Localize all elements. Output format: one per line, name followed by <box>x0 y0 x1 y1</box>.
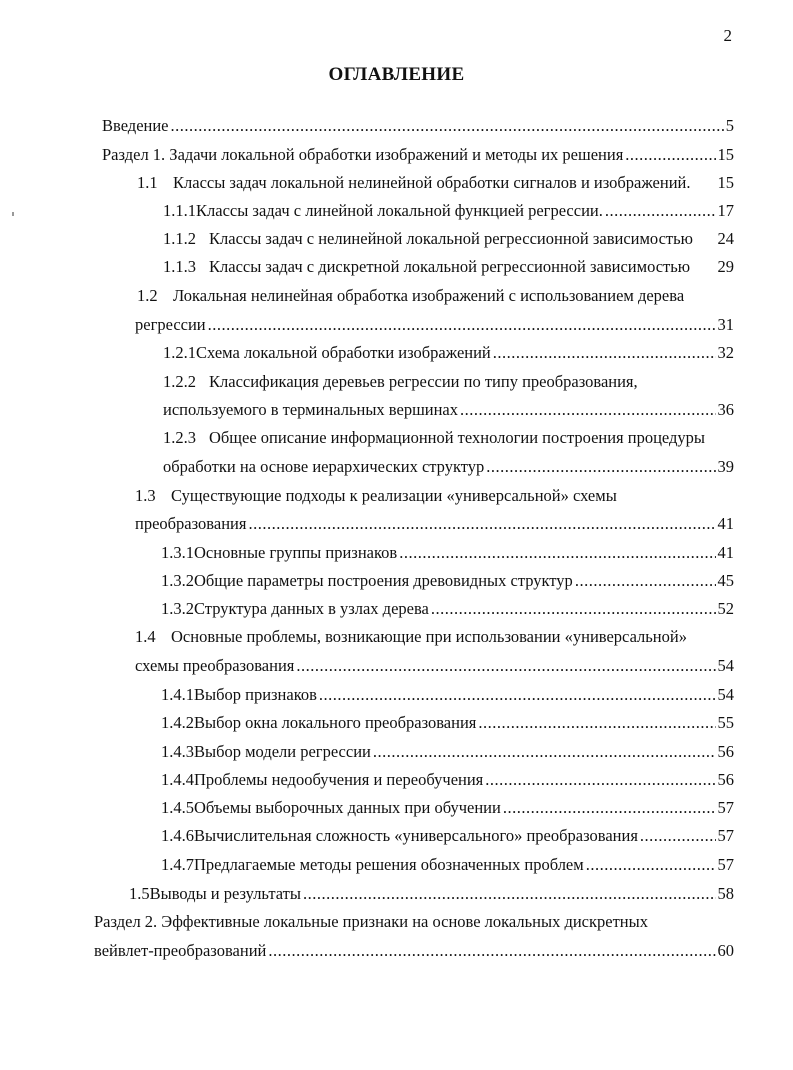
toc-entry-page: 60 <box>717 941 734 960</box>
toc-entry-1-2-cont[interactable] <box>135 314 734 336</box>
toc-entry-number: 1.1.2 <box>163 229 196 248</box>
dot-leader <box>303 883 716 905</box>
dot-leader <box>319 684 716 706</box>
toc-entry-page: 5 <box>725 116 734 135</box>
toc-entry-1-4-6[interactable] <box>161 825 734 847</box>
dot-leader <box>208 314 716 336</box>
toc-entry-text: Существующие подходы к реализации «универсальной» схемы <box>171 486 617 505</box>
dot-leader <box>171 115 724 137</box>
toc-entry-1-3-2[interactable] <box>161 570 734 592</box>
toc-entry-1-2-1[interactable] <box>163 342 734 364</box>
toc-entry-page: 57 <box>717 855 734 874</box>
toc-entry-page: 41 <box>717 543 734 562</box>
toc-entry-number: 1.2.3 <box>163 428 196 447</box>
toc-entry-page: 57 <box>717 826 734 845</box>
toc-entry-1-4-7[interactable] <box>161 854 734 876</box>
toc-entry-number: 1.2 <box>137 286 158 305</box>
toc-entry-text: Основные группы признаков <box>194 543 398 562</box>
dot-leader <box>485 769 715 791</box>
toc-entry-number: 1.4.7 <box>161 855 194 874</box>
toc-entry-1-4-1[interactable] <box>161 684 734 706</box>
toc-entry-1-4[interactable] <box>135 626 734 648</box>
toc-entry-page: 29 <box>717 257 734 276</box>
toc-entry-text: Классификация деревьев регрессии по типу преобразования, <box>209 372 638 391</box>
toc-entry-text: используемого в терминальных вершинах <box>163 400 459 419</box>
dot-leader <box>478 712 715 734</box>
toc-entry-page: 58 <box>717 884 734 903</box>
toc-entry-1-1-3[interactable] <box>163 256 734 278</box>
toc-entry-page: 15 <box>717 145 734 164</box>
page-title: ОГЛАВЛЕНИЕ <box>328 64 465 85</box>
toc-entry-text: Локальная нелинейная обработка изображений с использованием дерева <box>173 286 685 305</box>
toc-entry-text: Классы задач с нелинейной локальной регрессионной зависимостью <box>209 229 693 248</box>
dot-leader <box>493 342 716 364</box>
toc-entry-1-2-2-cont[interactable] <box>163 399 734 421</box>
toc-entry-introduction[interactable] <box>102 115 734 137</box>
dot-leader <box>586 854 716 876</box>
toc-entry-section-2[interactable] <box>94 911 734 933</box>
toc-entry-text: Структура данных в узлах дерева <box>194 599 429 618</box>
toc-entry-page: 52 <box>717 599 734 618</box>
toc-entry-text: Выводы и результаты <box>149 884 301 903</box>
toc-entry-1-3[interactable] <box>135 485 734 507</box>
toc-entry-1-2[interactable] <box>137 285 734 307</box>
toc-entry-number: 1.3.1 <box>161 543 194 562</box>
toc-entry-number: 1.4.4 <box>161 770 194 789</box>
toc-entry-1-2-3-cont[interactable] <box>163 456 734 478</box>
toc-entry-page: 24 <box>717 229 734 248</box>
dot-leader <box>248 513 715 535</box>
toc-entry-1-1-2[interactable] <box>163 228 734 250</box>
toc-entry-page: 32 <box>717 343 734 362</box>
page-number: 2 <box>723 26 732 45</box>
dot-leader <box>268 940 715 962</box>
dot-leader <box>486 456 715 478</box>
toc-entry-1-5[interactable] <box>129 883 734 905</box>
toc-entry-page: 57 <box>717 798 734 817</box>
toc-entry-number: 1.3.2 <box>161 571 194 590</box>
toc-entry-1-4-3[interactable] <box>161 741 734 763</box>
toc-entry-page: 41 <box>717 514 734 533</box>
dot-leader <box>625 144 715 166</box>
toc-entry-page: 15 <box>717 173 734 192</box>
toc-entry-text: Классы задач локальной нелинейной обработки сигналов и изображений. <box>173 173 691 192</box>
toc-entry-page: 56 <box>717 770 734 789</box>
toc-entry-1-4-2[interactable] <box>161 712 734 734</box>
toc-entry-1-4-5[interactable] <box>161 797 734 819</box>
toc-entry-1-2-3[interactable] <box>163 427 734 449</box>
toc-entry-text: обработки на основе иерархических структур <box>163 457 485 476</box>
toc-entry-section-2-cont[interactable] <box>94 940 734 962</box>
toc-entry-page: 45 <box>717 571 734 590</box>
toc-entry-text: регрессии <box>135 315 206 334</box>
toc-entry-text: Основные проблемы, возникающие при использовании «универсальной» <box>171 627 687 646</box>
toc-entry-1-1-1[interactable] <box>163 200 734 222</box>
toc-entry-number: 1.4.3 <box>161 742 194 761</box>
toc-entry-number: 1.2.1 <box>163 343 196 362</box>
toc-entry-page: 54 <box>717 656 734 675</box>
toc-entry-1-3-cont[interactable] <box>135 513 734 535</box>
toc-entry-number: 1.4.1 <box>161 685 194 704</box>
toc-entry-text: Выбор окна локального преобразования <box>194 713 477 732</box>
dot-leader <box>399 542 715 564</box>
toc-entry-text: Предлагаемые методы решения обозначенных проблем <box>194 855 584 874</box>
toc-entry-page: 31 <box>717 315 734 334</box>
toc-entry-text: преобразования <box>135 514 247 533</box>
toc-entry-1-1[interactable] <box>137 172 734 194</box>
toc-entry-1-3-2b[interactable] <box>161 598 734 620</box>
toc-entry-text: Раздел 1. Задачи локальной обработки изображений и методы их решения <box>102 145 624 164</box>
toc-entry-section-1[interactable] <box>102 144 734 166</box>
toc-entry-number: 1.2.2 <box>163 372 196 391</box>
toc-entry-page: 54 <box>717 685 734 704</box>
toc-entry-number: 1.4.2 <box>161 713 194 732</box>
dot-leader <box>605 200 716 222</box>
toc-entry-1-4-4[interactable] <box>161 769 734 791</box>
dot-leader <box>575 570 716 592</box>
toc-entry-text: Раздел 2. Эффективные локальные признаки на основе локальных дискретных <box>94 912 648 931</box>
toc-entry-text: Схема локальной обработки изображений <box>196 343 491 362</box>
toc-entry-text: Общее описание информационной технологии построения процедуры <box>209 428 706 447</box>
toc-entry-text: Общие параметры построения древовидных структур <box>194 571 573 590</box>
toc-entry-text: Вычислительная сложность «универсального» преобразования <box>194 826 638 845</box>
toc-entry-text: Классы задач с линейной локальной функцией регрессии. <box>196 201 603 220</box>
toc-entry-number: 1.4 <box>135 627 156 646</box>
toc-entry-1-2-2[interactable] <box>163 371 734 393</box>
dot-leader <box>431 598 716 620</box>
dot-leader <box>373 741 716 763</box>
toc-entry-number: 1.4.5 <box>161 798 194 817</box>
toc-entry-number: 1.3.2 <box>161 599 194 618</box>
toc-entry-text: Введение <box>102 116 169 135</box>
toc-entry-text: вейвлет-преобразований <box>94 941 267 960</box>
toc-entry-text: Выбор модели регрессии <box>194 742 371 761</box>
toc-entry-number: 1.3 <box>135 486 156 505</box>
toc-entry-text: Объемы выборочных данных при обучении <box>194 798 501 817</box>
toc-entry-page: 55 <box>717 713 734 732</box>
toc-entry-text: схемы преобразования <box>135 656 295 675</box>
toc-entry-page: 17 <box>717 201 734 220</box>
toc-entry-page: 39 <box>717 457 734 476</box>
dot-leader <box>296 655 715 677</box>
toc-entry-text: Классы задач с дискретной локальной регрессионной зависимостью <box>209 257 691 276</box>
toc-entry-page: 56 <box>717 742 734 761</box>
dot-leader <box>460 399 715 421</box>
toc-entry-number: 1.5 <box>129 884 150 903</box>
toc-entry-number: 1.1.3 <box>163 257 196 276</box>
scan-mark <box>12 212 14 216</box>
toc-entry-text: Выбор признаков <box>194 685 317 704</box>
toc-entry-number: 1.1 <box>137 173 158 192</box>
toc-entry-1-4-cont[interactable] <box>135 655 734 677</box>
dot-leader <box>503 797 716 819</box>
toc-entry-page: 36 <box>717 400 734 419</box>
toc-entry-text: Проблемы недообучения и переобучения <box>194 770 484 789</box>
toc-entry-1-3-1[interactable] <box>161 542 734 564</box>
toc-entry-number: 1.4.6 <box>161 826 194 845</box>
toc-entry-number: 1.1.1 <box>163 201 196 220</box>
dot-leader <box>640 825 716 847</box>
